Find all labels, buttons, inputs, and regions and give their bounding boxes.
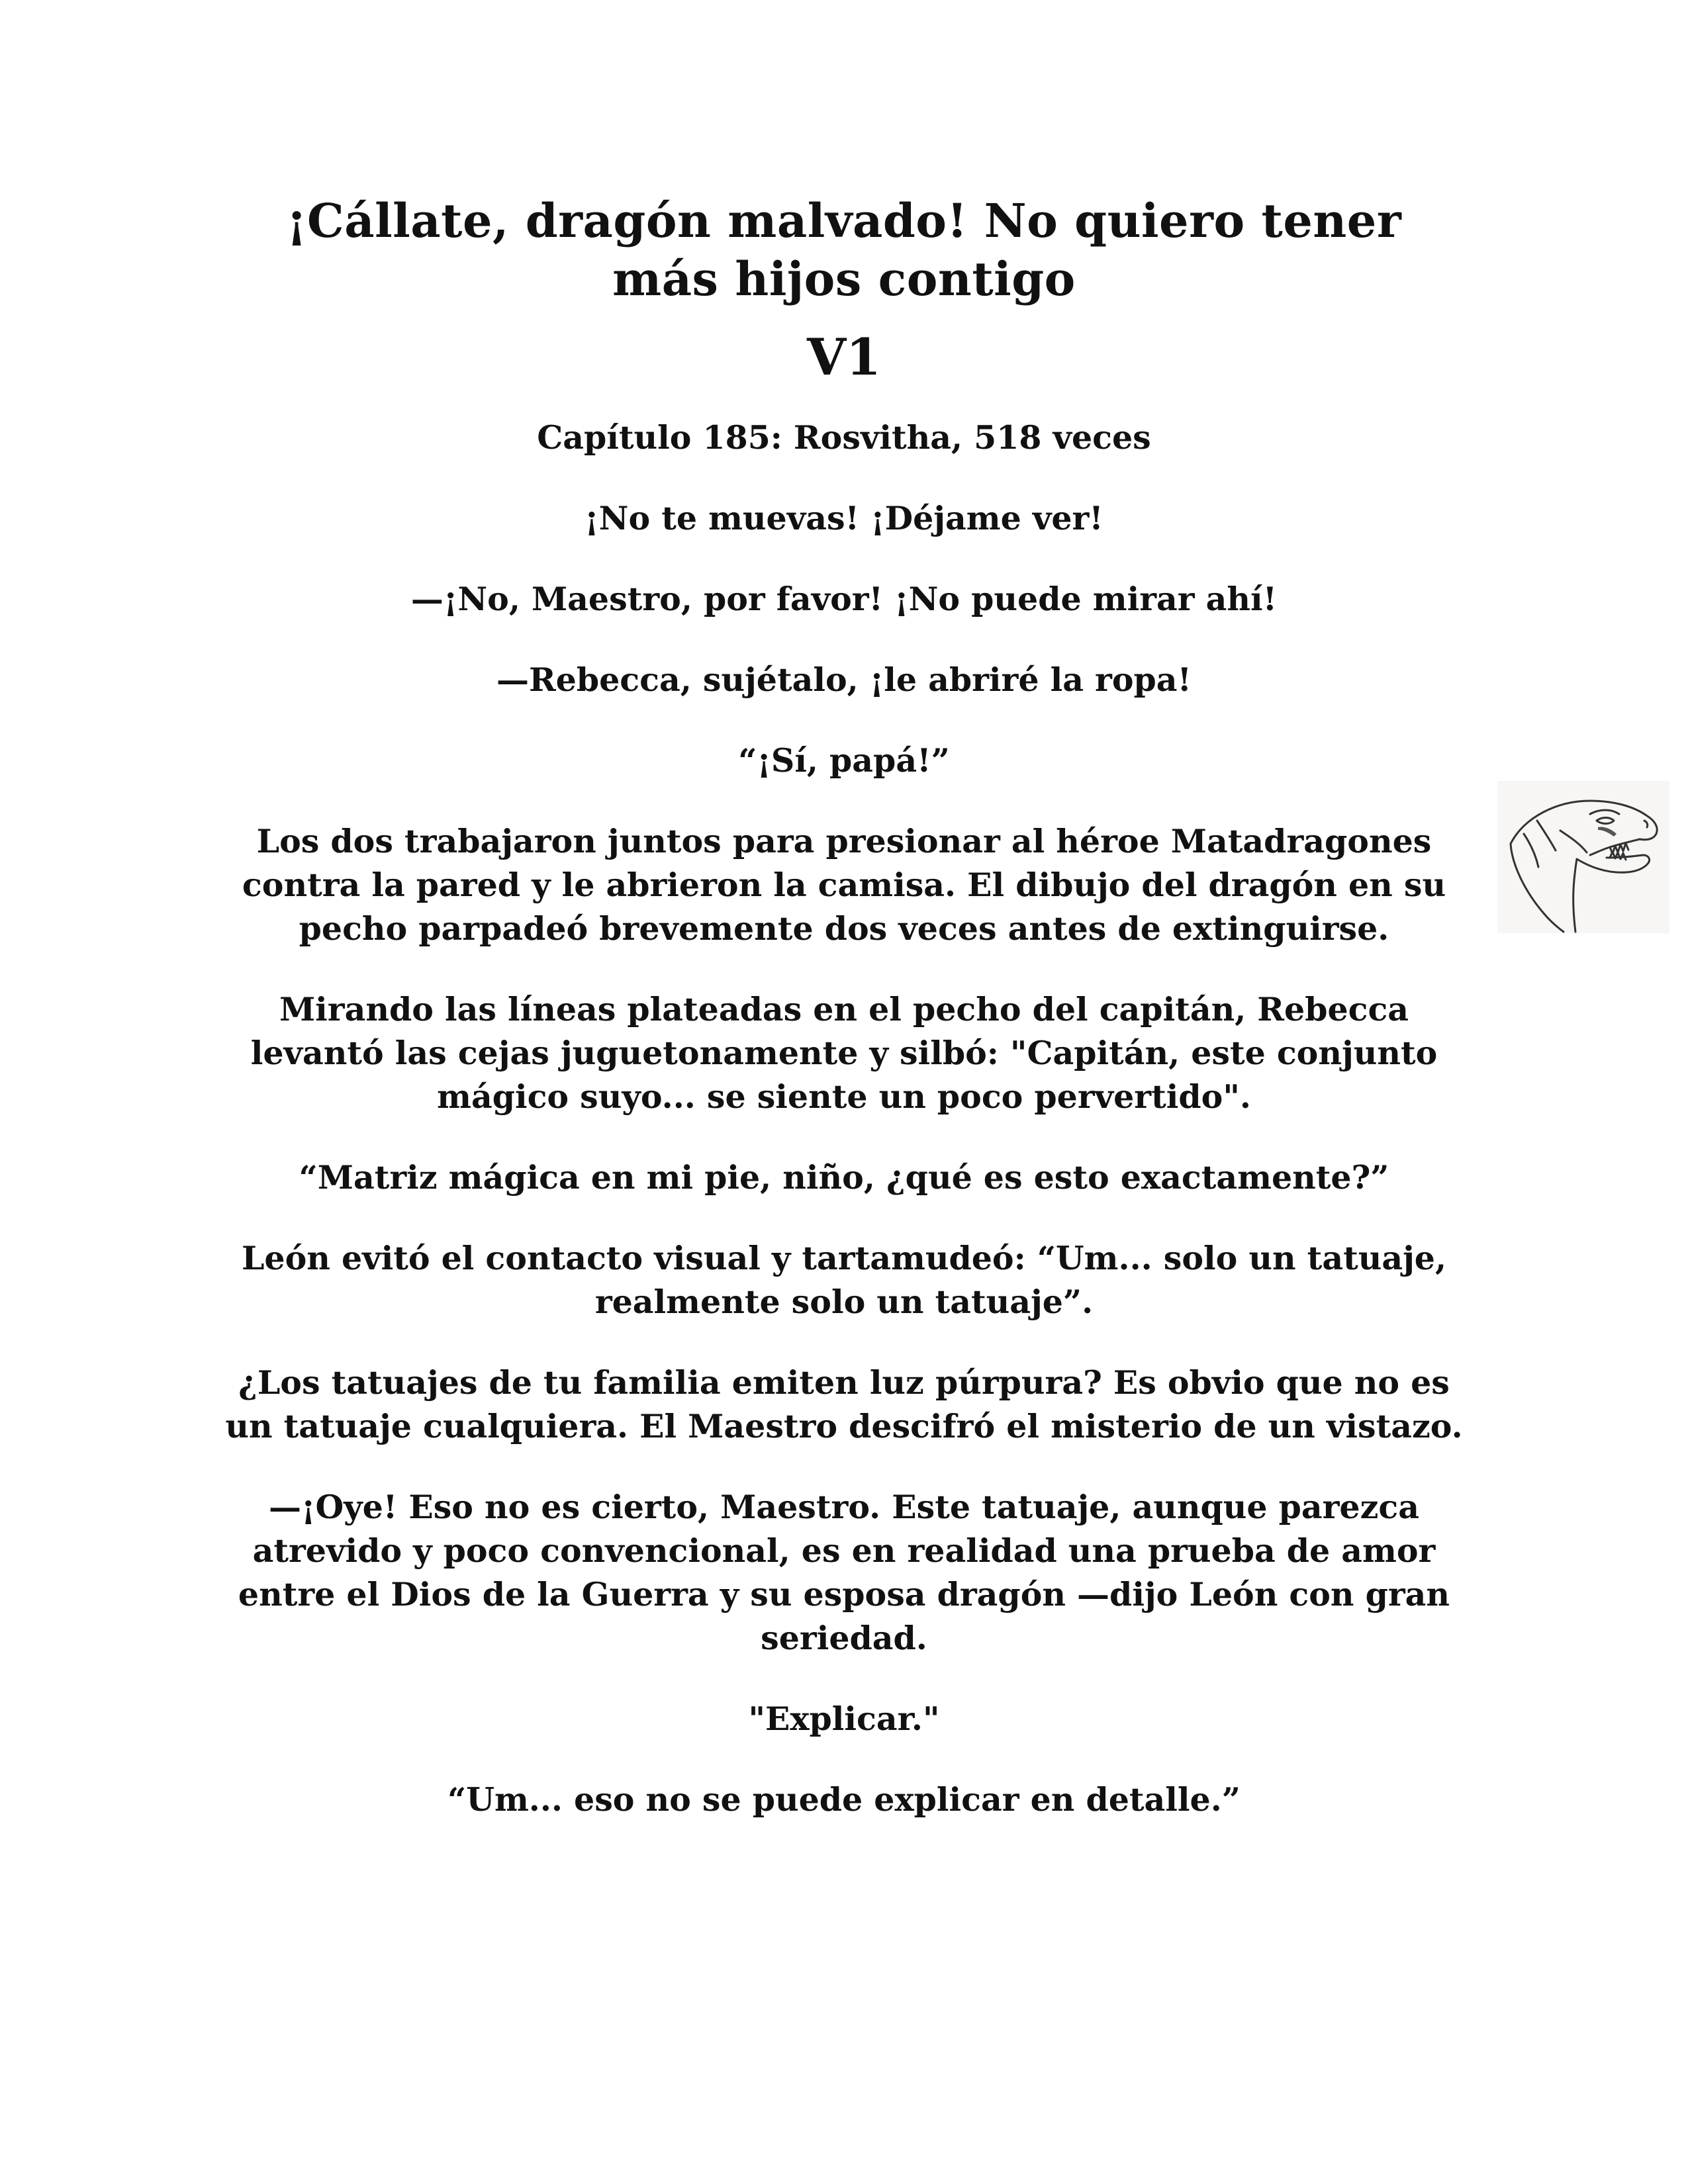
paragraph: —¡Oye! Eso no es cierto, Maestro. Este tatuaje, aunque parezca atrevido y poco convencional, es en realidad una prueba de amor entre el Dios de la Guerra y su esposa dragón —dijo León con gran seriedad. (238, 1488, 1450, 1657)
paragraph: “Matriz mágica en mi pie, niño, ¿qué es esto exactamente?” (299, 1158, 1389, 1197)
volume-label: V1 (807, 328, 881, 387)
paragraph: Los dos trabajaron juntos para presionar al héroe Matadragones contra la pared y le abrieron la camisa. El dibujo del dragón en su pecho parpadeó brevemente dos veces antes de extinguirse. (242, 822, 1446, 948)
paragraph: “Um... eso no se puede explicar en detalle.” (447, 1780, 1241, 1819)
title-line-2: más hijos contigo (612, 251, 1076, 306)
paragraph: ¡No te muevas! ¡Déjame ver! (585, 499, 1103, 537)
paragraph: Mirando las líneas plateadas en el pecho del capitán, Rebecca levantó las cejas juguetonamente y silbó: "Capitán, este conjunto mágico suyo... se siente un poco pervertido". (250, 990, 1438, 1116)
paragraph: "Explicar." (748, 1700, 940, 1738)
chapter-heading: Capítulo 185: Rosvitha, 518 veces (537, 418, 1151, 457)
paragraph: León evitó el contacto visual y tartamudeó: “Um... solo un tatuaje, realmente solo un tatuaje”. (241, 1239, 1447, 1321)
paragraph: —Rebecca, sujétalo, ¡le abriré la ropa! (496, 660, 1192, 699)
document-body (225, 192, 1463, 1858)
paragraph: “¡Sí, papá!” (738, 741, 950, 780)
document-title (225, 192, 1463, 308)
dragon-head-sketch-icon (1497, 781, 1669, 933)
title-line-1: ¡Cállate, dragón malvado! No quiero tener (286, 193, 1402, 248)
paragraph: ¿Los tatuajes de tu familia emiten luz púrpura? Es obvio que no es un tatuaje cualquiera. El Maestro descifró el misterio de un vistazo. (225, 1363, 1463, 1445)
paragraph: —¡No, Maestro, por favor! ¡No puede mirar ahí! (410, 580, 1278, 618)
